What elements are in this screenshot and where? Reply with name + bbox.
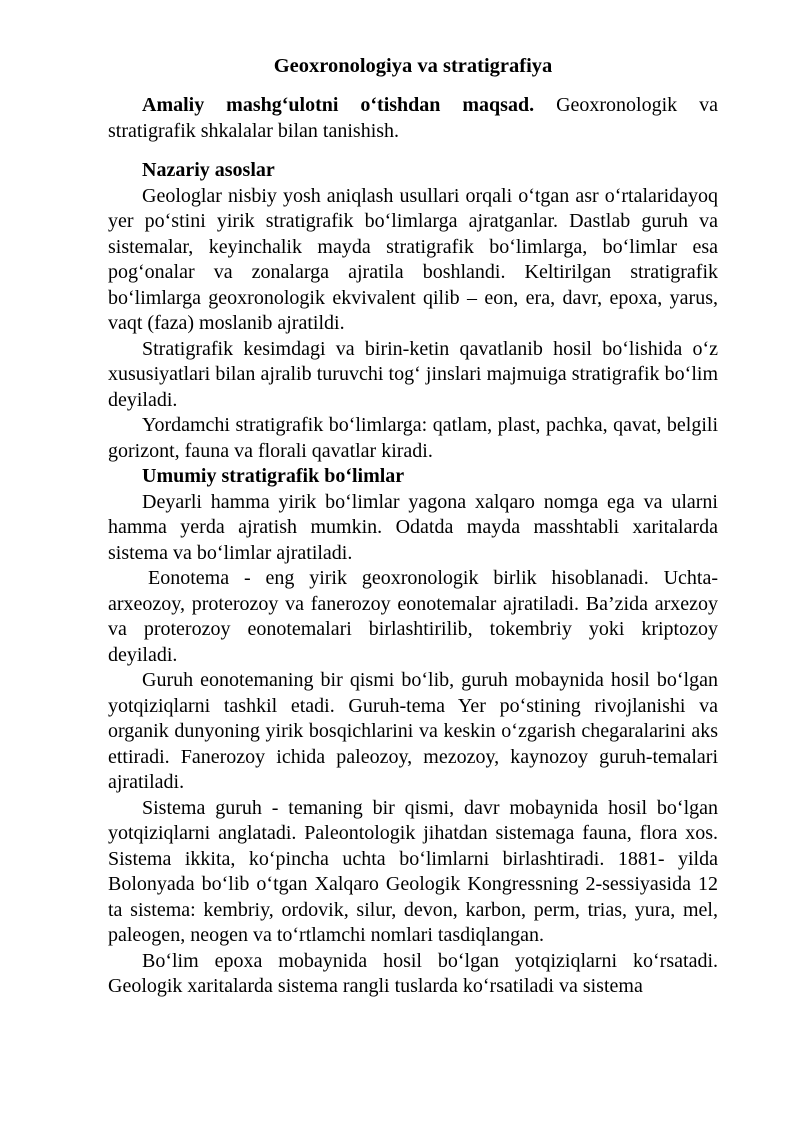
paragraph-1: Geologlar nisbiy yosh aniqlash usullari orqali o‘tgan asr o‘rtalaridayoq yer po‘stini yirik stratigrafik bo‘limlarga ajratganlar. Dastlab guruh va sistemalar, keyinchalik mayda stratigrafik bo‘limlarga, bo‘limlar esa pog‘onalar va zonalarga ajratila boshlandi. Keltirilgan stratigrafik bo‘limlarga geoxronologik ekvivalent qilib – eon, era, davr, epoxa, yarus, vaqt (faza) moslanib ajratildi.: [108, 184, 718, 334]
section-heading-general-units: Umumiy stratigrafik bo‘limlar: [142, 465, 405, 487]
document-page: [108, 52, 718, 1000]
document-title: Geoxronologiya va stratigrafiya: [273, 55, 553, 77]
paragraph-2: Stratigrafik kesimdagi va birin-ketin qavatlanib hosil bo‘lishida o‘z xususiyatlari bilan ajralib turuvchi tog‘ jinslari majmuiga stratigrafik bo‘lim deyiladi.: [108, 337, 718, 411]
paragraph-8: Bo‘lim epoxa mobaynida hosil bo‘lgan yotqiziqlarni ko‘rsatadi. Geologik xaritalarda sistema rangli tuslarda ko‘rsatiladi va sistema: [108, 949, 718, 997]
paragraph-4: Deyarli hamma yirik bo‘limlar yagona xalqaro nomga ega va ularni hamma yerda ajratish mumkin. Odatda mayda masshtabli xaritalarda sistema va bo‘limlar ajratiladi.: [108, 490, 718, 564]
paragraph-5: Eonotema - eng yirik geoxronologik birlik hisoblanadi. Uchta-arxeozoy, proterozoy va fanerozoy eonotemalar ajratiladi. Ba’zida arxezoy va proterozoy eonotemalari birlashtirilib, tokembriy yoki kriptozoy deyiladi.: [108, 567, 718, 666]
paragraph-6: Guruh eonotemaning bir qismi bo‘lib, guruh mobaynida hosil bo‘lgan yotqiziqlarni tashkil etadi. Guruh-tema Yer po‘stining rivojlanishi va organik dunyoning yirik bosqichlarini va keskin o‘zgarish chegaralarini aks ettiradi. Fanerozoy ichida paleozoy, mezozoy, kaynozoy guruh-temalari ajratiladi.: [108, 669, 718, 793]
section-heading-theory: Nazariy asoslar: [142, 159, 275, 181]
purpose-label: Amaliy mashg‘ulotni o‘tishdan maqsad.: [142, 94, 535, 116]
purpose-paragraph: [108, 93, 718, 144]
paragraph-3: Yordamchi stratigrafik bo‘limlarga: qatlam, plast, pachka, qavat, belgili gorizont, fauna va florali qavatlar kiradi.: [108, 414, 718, 462]
purpose-text: Geoxronologik va stratigrafik shkalalar bilan tanishish.: [108, 94, 718, 142]
paragraph-7: Sistema guruh - temaning bir qismi, davr mobaynida hosil bo‘lgan yotqiziqlarni anglatadi. Paleontologik jihatdan sistemaga fauna, flora xos. Sistema ikkita, ko‘pincha uchta bo‘limlarni birlashtiradi. 1881- yilda Bolonyada bo‘lib o‘tgan Xalqaro Geologik Kongressning 2-sessiyasida 12 ta sistema: kembriy, ordovik, silur, devon, karbon, perm, trias, yura, mel, paleogen, neogen va to‘rtlamchi nomlari tasdiqlangan.: [108, 796, 718, 946]
